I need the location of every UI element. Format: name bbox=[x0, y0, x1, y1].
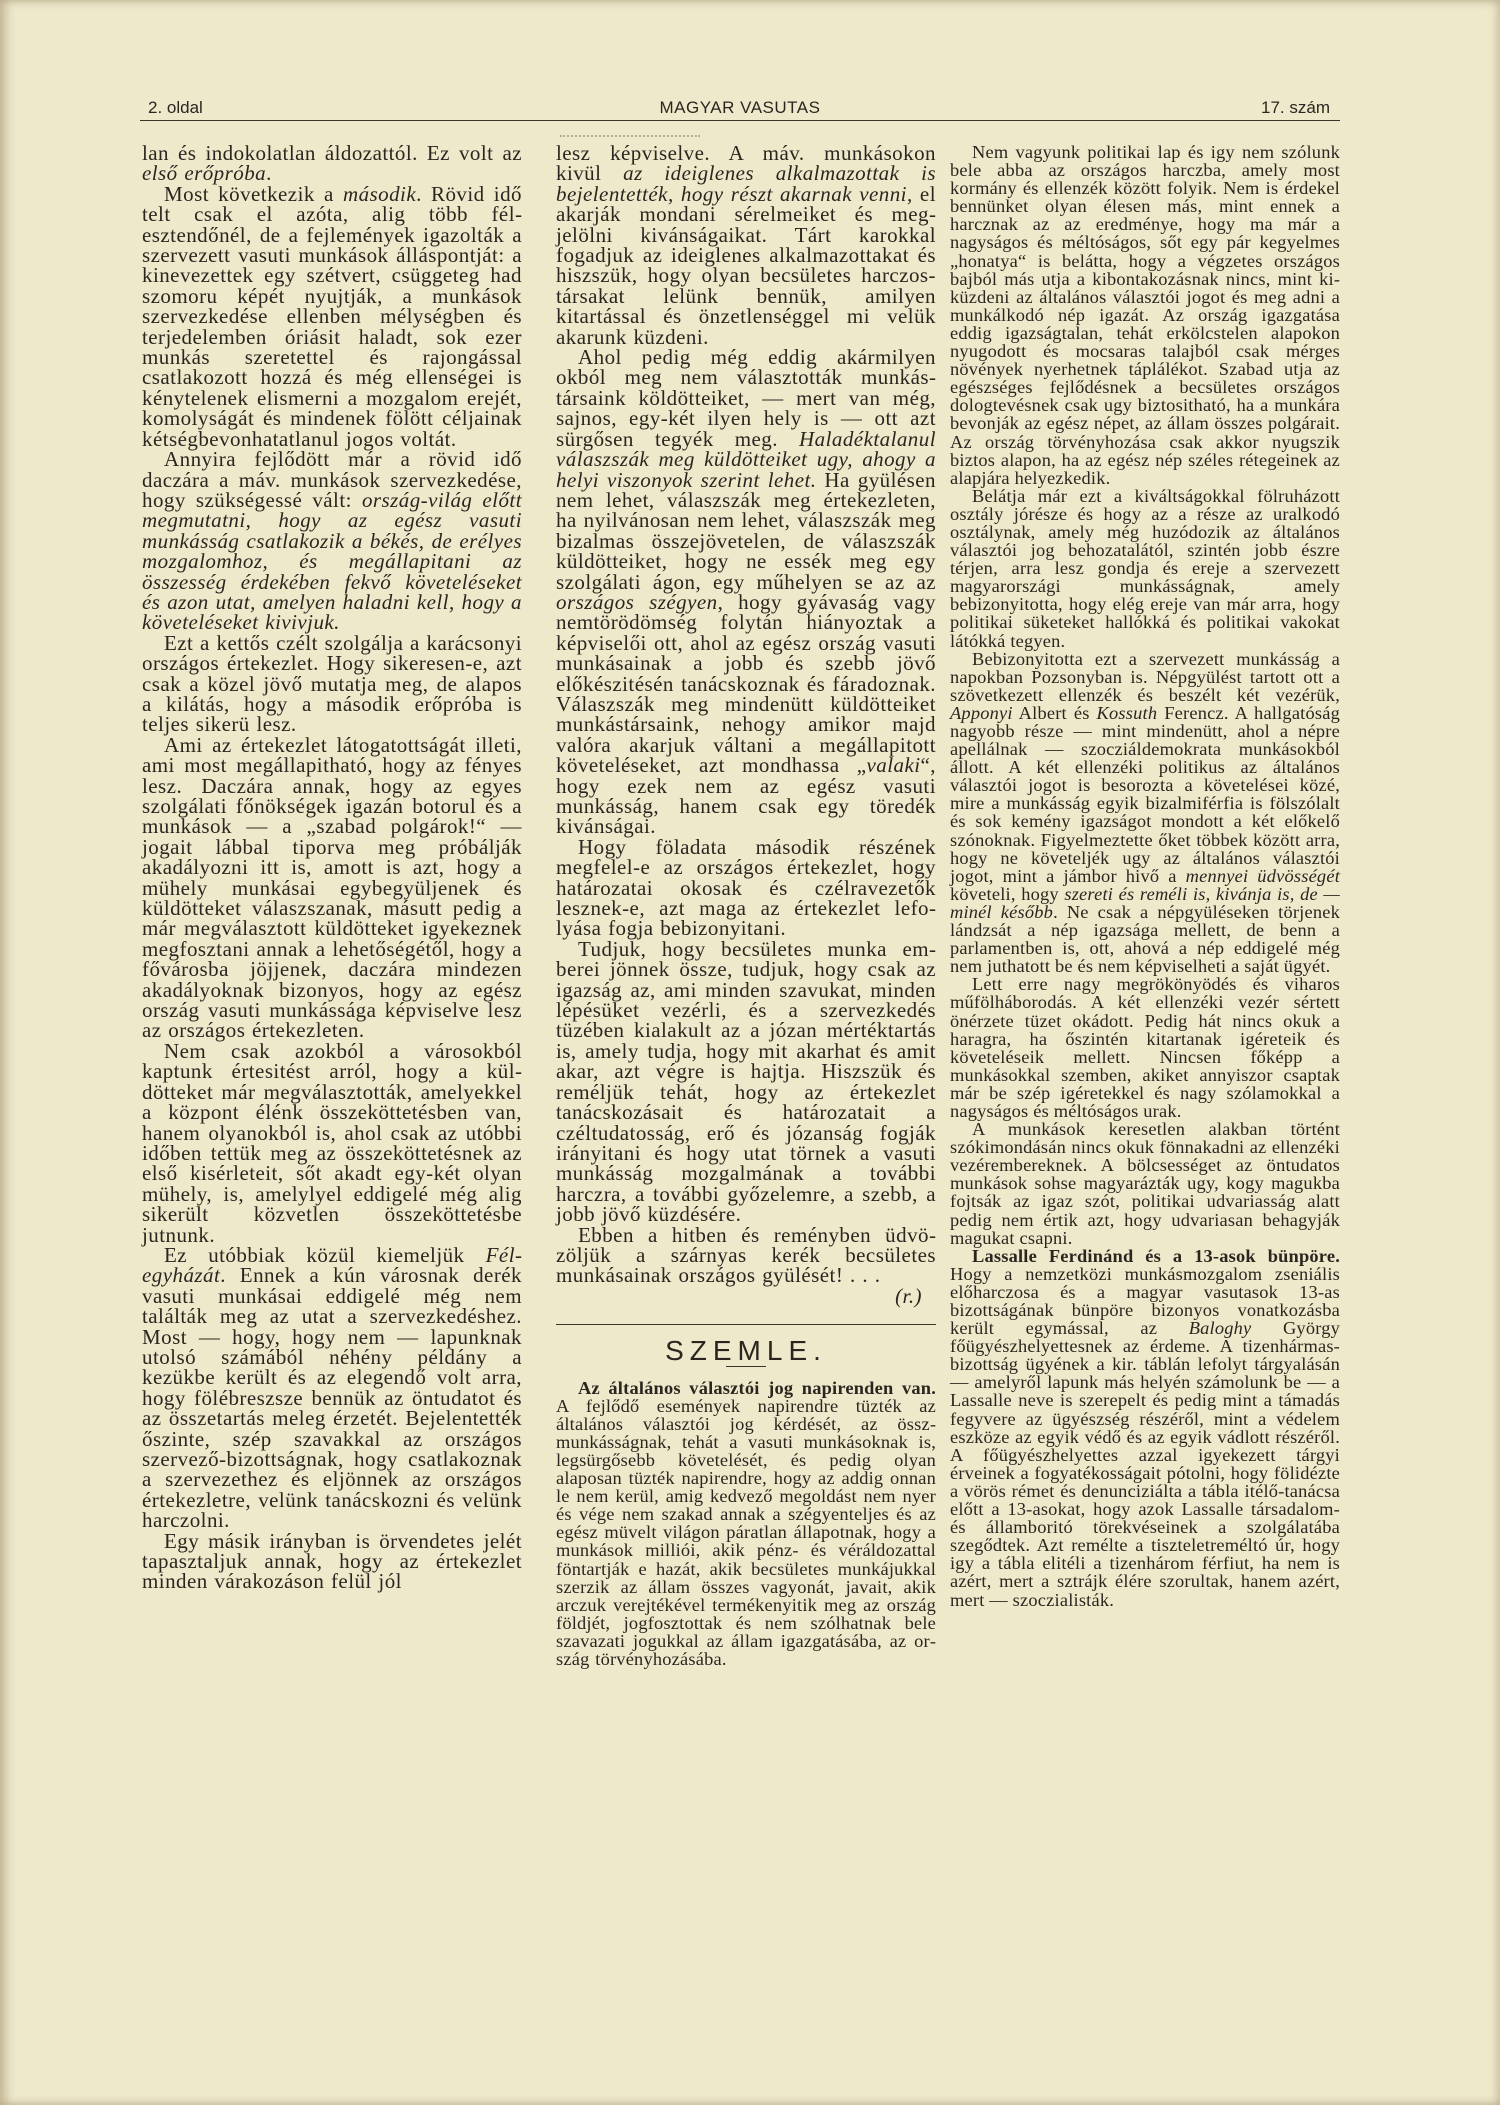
paragraph bbox=[950, 650, 1340, 976]
paragraph bbox=[950, 1120, 1340, 1247]
text-run: Ez utóbbiak közül kiemeljük bbox=[164, 1242, 486, 1267]
emphasis-text: Félegyházát bbox=[142, 1242, 522, 1288]
paragraph bbox=[950, 1247, 1340, 1609]
text-run: Belátja már ezt a kiváltságokkal fölruházott osztály jórésze és hogy az a része az uralkodó osztálynak, amely még huzódozik az általános választói jog behozatalától, szintén jobb észre térjen, arra lesz gondja és ereje a szervezett magyarországi munkásságnak, amely bebizonyitotta, hogy elég ereje van már arra, hogy politikai süketeket hallókká és politikai vakokat látókká tegyen. bbox=[950, 485, 1340, 651]
text-run: Ami az értekezlet látogatottságát illeti, ami most megállapitható, hogy az fényes lesz. Daczára annak, hogy az egyes szolgálati főnökségek igazán botorul és a munkások — a „szabad polgárok!“ — jogait lábbal tiporva meg próbálják akadályozni itt is, amott is azt, hogy a mühely munkásai egybegyüljenek és küldötteket válaszszanak, másutt pedig a már megválasztott küldötteket igyekeznek megfosztani annak a lehetőségétől, hogy a fővárosba jöjjenek, daczára mindezen akadályoknak bizonyos, hogy az egész ország vasuti munkássága képviselve lesz az országos értekezleten. bbox=[142, 732, 522, 1043]
emphasis-text: Haladéktalanul válaszszák meg küldötteiket ugy, ahogy a helyi viszonyok szerint lehet. bbox=[556, 426, 936, 492]
text-run: , hogy gyávaság vagy nemtörödömség folytán hiányoztak a képviselői ott, ahol az egész ország vasuti munkásainak a jobb és szebb jövő előkészitésén tanácskoznak és fáradoznak. Válaszszák meg mindenütt küldötteiket munkástársaink, nehogy amikor majd valóra akarjuk váltani a megállapitott követeléseket, azt mondhassa „ bbox=[556, 589, 936, 778]
section-divider bbox=[556, 1324, 936, 1325]
text-run: Ebben a hitben és reményben üdvözöljük a szárnyas kerék becsületes munkásainak országos gyülését! . . . bbox=[556, 1222, 936, 1288]
paragraph bbox=[556, 1379, 936, 1669]
paragraph bbox=[142, 143, 522, 184]
emphasis-text: szereti és reméli is, kivánja is, de — minél később bbox=[950, 883, 1340, 922]
text-run: A munkások keresetlen alakban történt szókimondásán nincs okuk fönnakadni az ellenzéki vezérembereknek. A bölcsességet az öntudatos munkások sohse magyarázták ugy, kogy magukba fojtsák az igaz szót, politikai udvariasság alatt pedig nem értik azt, hogy udvariasan behagyják magukat csapni. bbox=[950, 1119, 1340, 1248]
page-number: 2. oldal bbox=[148, 98, 203, 117]
paragraph bbox=[556, 834, 936, 941]
text-run: . Ne csak a népgyüléseken törjenek lándzsát a nép igazsága mellett, de benn a parlamentben is, ott, ahová a nép eddigelé még nem juthatott be és nem képviselheti a saját ügyét. bbox=[950, 901, 1340, 977]
bold-heading-text: Az általános választói jog napirenden van. bbox=[578, 1377, 936, 1398]
article-column-1 bbox=[142, 143, 522, 1592]
paragraph bbox=[142, 732, 522, 1043]
decorative-dotted-line bbox=[560, 135, 700, 137]
newspaper-title: MAGYAR VASUTAS bbox=[659, 98, 821, 117]
paragraph bbox=[950, 975, 1340, 1120]
szemle-item bbox=[556, 1379, 936, 1669]
text-run: Ahol pedig még eddig akármilyen okból meg nem választották munkástársaink köldötteiket, — mert van még, sajnos, egy-két ilyen hely is — ott azt sürgősen tegyék meg. bbox=[556, 345, 936, 451]
bold-heading-text: Lassalle Ferdinánd és a 13-asok bünpöre. bbox=[972, 1245, 1340, 1266]
text-run: Most következik a bbox=[164, 181, 343, 206]
article-body bbox=[556, 143, 936, 1286]
text-run: . Rövid idő telt csak el azóta, alig több félesztendőnél, de a fejlemények igazolták a szervezett vasuti munkások álláspontját: a kinevezettek egy szétvert, csüggeteg had szomoru képét nyujtják, a munkások szervezkedése ellenben mélységben és terjedelemben óriásit haladt, sok ezer munkás szeretettel és rajongással csatlakozott hozzá és még ellenségei is kénytelenek elismerni a mozgalom erejét, komolyságát és mindenek fölött céljainak kétségbevonhatatlanul jogos voltát. bbox=[142, 181, 522, 451]
emphasis-text: az ideiglenes alkalmazottak is bejelentették, hogy részt akarnak venni, bbox=[556, 161, 936, 206]
page-header bbox=[140, 96, 1340, 121]
text-run: Hogy a nemzetközi munkásmozgalom zseniális előharczosa és a magyar vasutasok 13-as bizottságának bünpöre bizonyos vonatkozásba került egymással, az bbox=[950, 1263, 1340, 1339]
text-run: lesz képviselve. A máv. munkásokon kivül bbox=[556, 141, 936, 186]
paragraph bbox=[142, 1528, 522, 1594]
paragraph bbox=[556, 1222, 936, 1288]
emphasis-text: Apponyi bbox=[950, 702, 1013, 723]
section-heading-szemle: SZEMLE. bbox=[665, 1335, 827, 1367]
text-run: Bebizonyitotta ezt a szervezett munkásság a napokban Pozsonyban is. Népgyülést tartott ott a szövetkezett ellenzék és beszélt két vezérük, bbox=[950, 648, 1340, 705]
text-run: Tudjuk, hogy becsületes munka emberei jönnek össze, tudjuk, hogy csak az igazság az, ami minden szavukat, minden lépésüket vezérli, és a szervezkedés tüzében kialakult az a józan mértéktartás is, amely tudja, hogy mit akarhat és amit akar, azt végre is hajtja. Hiszszük és reméljük tehát, hogy az értekezlet tanácskozásait és határozatait a czéltudatosság, erő és józanság fogják irányitani és hogy utat törnek a vasuti munkásság mozgalmának a további harczra, a további győzelemre, a szebb, a jobb jövő küzdésére. bbox=[556, 936, 936, 1227]
text-run: Annyira fejlődött már a rövid idő daczára a máv. munkások szervezkedése, hogy szükségessé vált: bbox=[142, 447, 522, 512]
text-run: Nem csak azokból a városokból kaptunk értesitést arról, hogy a küldötteket már megválasztották, amelyekkel a központ élénk összeköttetésben van, hanem olyanokból is, ahol csak az utóbbi időben tettük meg az összeköttetésnek az első kisérleteit, sőt akadt egy-két olyan mühely, is, amelylyel eddigelé még alig sikerült közvetlen összeköttetésbe jutnunk. bbox=[142, 1038, 522, 1247]
paragraph bbox=[142, 449, 522, 633]
emphasis-text: mennyei üdvösségét bbox=[1185, 865, 1341, 886]
paragraph bbox=[142, 1242, 522, 1533]
text-run: Ezt a kettős czélt szolgálja a karácsonyi országos értekezlet. Hogy sikeresen-e, azt csak a közel jövő mutatja meg, de alapos a kilátás, hogy a második erőpróba is teljes sikerü lesz. bbox=[142, 630, 522, 737]
emphasis-text: első erőpróba bbox=[142, 161, 267, 186]
emphasis-text: Kossuth bbox=[1096, 702, 1158, 723]
paragraph bbox=[556, 347, 936, 837]
text-run: követeli, hogy bbox=[950, 883, 1065, 904]
emphasis-text: második bbox=[342, 181, 417, 206]
text-run: el akarják mondani sérelmeiket és megjelölni kivánságaikat. Tárt karokkal fogadjuk az ideiglenes alkalmazottakat és hiszszük, hogy olyan becsületes harczos-társakat lelünk bennük, amilyen kitartással és önzetlenséggel mi velük akarunk küzdeni. bbox=[556, 181, 936, 349]
text-run: Egy másik irányban is örvendetes jelét tapasztaljuk annak, hogy az értekezlet minden várakozáson felül jól bbox=[142, 1528, 522, 1594]
paragraph bbox=[950, 487, 1340, 650]
paragraph bbox=[556, 936, 936, 1227]
paragraph bbox=[142, 181, 522, 451]
text-run: Hogy föladata második részének megfelel-e az országos értekezlet, hogy határozatai okosak és czélravezetők lesznek-e, azt maga az értekezlet lefolyása fogja bebizonyitani. bbox=[556, 834, 936, 941]
text-run: György főügyészhelyettesnek az érdeme. A tizenhármas-bizottság ügyének a kir. táblán lefolyt tárgyalásán — amelyről lapunk más helyén számolunk be — a Lassalle neve is szerepelt és pedig mint a támadás fegyvere az ügyészség részéről, mint a védelem eszköze az egyik védő és az egyik vádlott részéről. A főügyészhelyettes azzal igyekezett tárgyi érveinek a fogyatékosságait pótolni, hogy fölidézte a vörös rémet és denunciziálta a tábla itélő-tanácsa előtt a 13-asokat, hogy azok Lassalle társadalom- és államboritó törekvéseinek a szolgálatába szegődtek. Azt remélte a tiszteletreméltó úr, hogy igy a tábla elitéli a tizenhárom férfiut, ha nem is azért, mert a sztrájk élére szorultak, hanem azért, mert — szoczialisták. bbox=[950, 1318, 1341, 1610]
text-run: lan és indokolatlan áldozattól. Ez volt az bbox=[142, 141, 522, 165]
text-run: Albert és bbox=[1012, 702, 1097, 723]
text-run: “, hogy ezek nem az egész vasuti munkásság, hanem csak egy töredék kivánságai. bbox=[556, 753, 936, 839]
paragraph bbox=[950, 143, 1340, 487]
article-column-2 bbox=[556, 143, 936, 1668]
text-run: . Ennek a kún városnak derék vasuti munkásai eddigelé még nem találták meg az utat a szervezkedéshez. Most — hogy, hogy nem — lapunknak utolsó számából néhény példány a kezükbe került és az elegendő volt arra, hogy fölébreszsze bennük az öntudatot és az összetartás meleg érzetét. Bejelentették őszinte, szép szavakkal az országos szervező-bizottságnak, hogy csatlakoznak a szervezethez és eljönnek az országos értekezletre, velünk tanácskozni és velünk harczolni. bbox=[142, 1263, 522, 1533]
paragraph bbox=[142, 630, 522, 737]
emphasis-text: Baloghy bbox=[1188, 1318, 1252, 1339]
author-signature: (r.) bbox=[895, 1283, 922, 1308]
text-run: Ferencz. A hallgatóság nagyobb része — mint mindenütt, ahol a népre apellálnak — szocziáldemokrata munkásokból állott. A két ellenzéki politikus az általános választói jogot is besorozta a követelései közé, mire a munkásság egyik bizalmiférfia is fölszólalt és sok kemény igazságot mondott a két előkelő szónoknak. Figyelmeztette őket többek között arra, hogy ne követeljék ugy az általános választói jogot, mint a jámbor hivő a bbox=[950, 702, 1340, 886]
paragraph bbox=[142, 1038, 522, 1247]
emphasis-text: ország-világ előtt megmutatni, hogy az egész vasuti munkásság csatlakozik a békés, de erélyes mozgalomhoz, és megállapitani az összesség érdekében fekvő követeléseket és azon utat, amelyen haladni kell, hogy a követeléseket kivivjuk. bbox=[142, 487, 522, 635]
issue-number: 17. szám bbox=[1261, 98, 1330, 117]
text-run: . bbox=[266, 161, 272, 186]
emphasis-text: valaki bbox=[866, 753, 921, 778]
emphasis-text: országos szégyen bbox=[556, 589, 718, 614]
text-run: Ha gyülésen nem lehet, válaszszák meg értekezleten, ha nyilvánosan nem lehet, válaszszák meg bizalmas összejövetelen, de válaszszák küldötteiket, hogy ne essék meg egy szolgálati ágon, egy műhelyen se az az bbox=[556, 467, 936, 594]
text-run: Lett erre nagy megrökönyödés és viharos műfölháborodás. A két ellenzéki vezér sértett önérzete tüzet okádott. Pedig hát nincs okuk a haragra, ha őszintén kitartanak igéreteik és követeléseik mellett. Nincsen főképp a munkásokkal szemben, akiket annyiszor csaptak már be szép igéretekkel és nagy szólamokkal a nagyságos és méltóságos urak. bbox=[950, 974, 1340, 1121]
article-column-3 bbox=[950, 143, 1340, 1609]
text-run: A fejlődő események napirendre tüzték az általános választói jog kérdését, az összmunkásságnak, tehát a vasuti munkásoknak is, legsürgősebb követelését, és pedig olyan alaposan tüzték napirendre, hogy az addig onnan le nem kerül, amig kedvező megoldást nem nyer és vége nem szakad annak a szégyenteljes és az egész müvelt világon páratlan állapotnak, hogy a munkások milliói, akik pénz- és véráldozattal föntartják e hazát, akik becsületes munkájukkal szerzik az állam összes vagyonát, javait, akik arczuk verejtékével termékenyitik meg az ország földjét, jogfosztottak és nem szólhatnak bele szavazati jogukkal az állam igazgatásába, az ország törvényhozásába. bbox=[556, 1395, 936, 1669]
text-run: Nem vagyunk politikai lap és igy nem szólunk bele abba az országos harczba, amely most kormány és ellenzék között folyik. Nem is érdekel bennünket olyan élesen más, mint ennek a harcznak az az eredménye, hogy ma már a nagyságos és méltóságos, sőt egy pár kegyelmes „honatya“ is belátta, hogy a végzetes országos bajból más utja a kibontakozásnak nincs, mint kiküzdeni az általános választói jogot és meg adni a munkálkodó nép igazát. Az ország igazgatása eddig igazságtalan, tehát erkölcstelen alapokon nyugodott és mocsaras talajból csak mérges növények nyerhetnek táplálékot. Szabad utja az egészséges fejlődésnek a becsületes országos dologtevésnek csak ugy biztositható, ha a munkára bevonják az egész népet, az állam összes polgárait. Az ország törvényhozása csak akkor nyugszik biztos alapon, ha az egész nép széles rétegeinek az alapjára helyezkedik. bbox=[950, 142, 1340, 488]
paragraph bbox=[556, 143, 936, 347]
